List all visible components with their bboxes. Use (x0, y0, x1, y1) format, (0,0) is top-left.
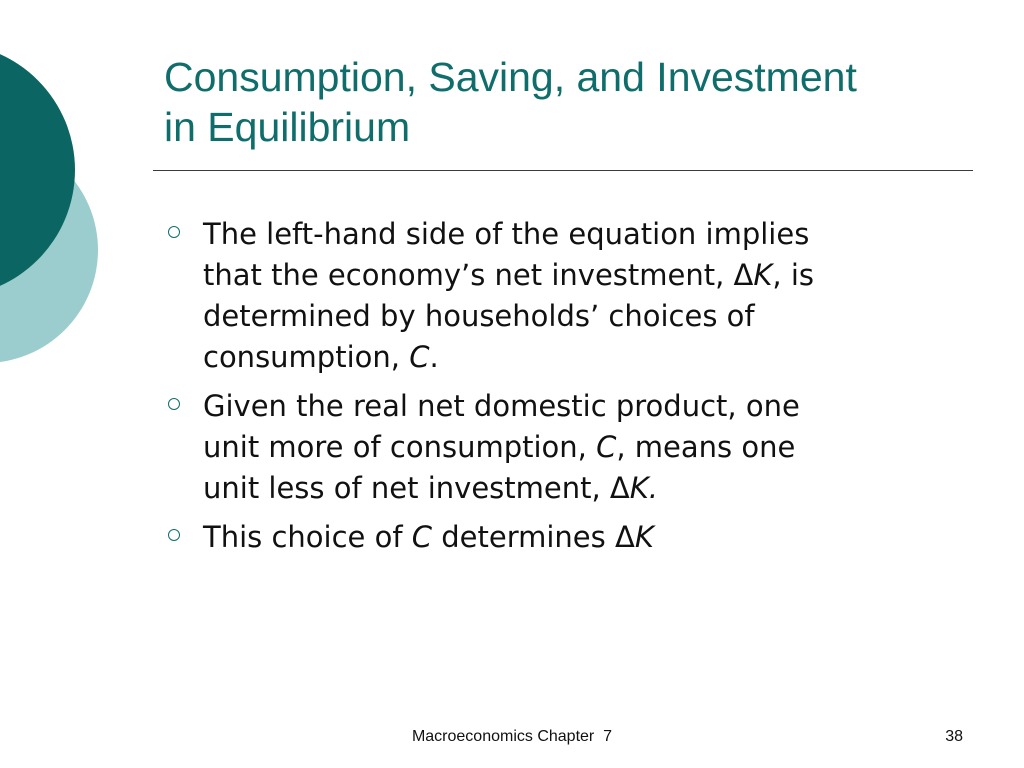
text-segment: that the economy’s net investment, Δ (203, 258, 754, 292)
text-segment: This choice of (203, 520, 412, 554)
text-segment: The left-hand side of the equation implies (203, 217, 810, 251)
italic-variable: C (409, 340, 430, 374)
title-line: Consumption, Saving, and Investment (164, 54, 857, 100)
italic-variable: C (411, 520, 433, 554)
bullet-line (203, 296, 950, 337)
bullet-line (203, 427, 950, 468)
text-segment: . (429, 340, 439, 374)
italic-variable: K. (629, 471, 659, 505)
text-segment: Given the real net domestic product, one (203, 389, 800, 423)
italic-variable: C (596, 430, 617, 464)
text-segment: consumption, (203, 340, 410, 374)
footer-chapter: Macroeconomics Chapter 7 (411, 728, 613, 745)
italic-variable: K (634, 520, 654, 554)
bullet-item (160, 386, 950, 509)
hollow-circle-icon (168, 226, 180, 238)
bullet-line (203, 255, 950, 296)
title-divider (153, 170, 973, 171)
title-line: in Equilibrium (164, 104, 411, 150)
text-segment: , means one (616, 430, 796, 464)
slide-title (164, 52, 964, 152)
text-segment: unit more of consumption, (203, 430, 597, 464)
bullet-line (203, 517, 950, 558)
text-segment: determines Δ (432, 520, 635, 554)
bullet-item (160, 214, 950, 378)
text-segment: unit less of net investment, Δ (203, 471, 630, 505)
bullet-line (203, 468, 950, 509)
bullet-line (203, 386, 950, 427)
text-segment: determined by households’ choices of (203, 299, 755, 333)
page-number: 38 (945, 728, 963, 745)
bullet-line (203, 337, 950, 378)
bullet-list (160, 214, 950, 566)
hollow-circle-icon (168, 398, 180, 410)
italic-variable: K (753, 258, 773, 292)
bullet-item (160, 517, 950, 558)
bullet-line (203, 214, 950, 255)
hollow-circle-icon (168, 529, 180, 541)
text-segment: , is (772, 258, 815, 292)
decorative-circles (0, 0, 110, 400)
